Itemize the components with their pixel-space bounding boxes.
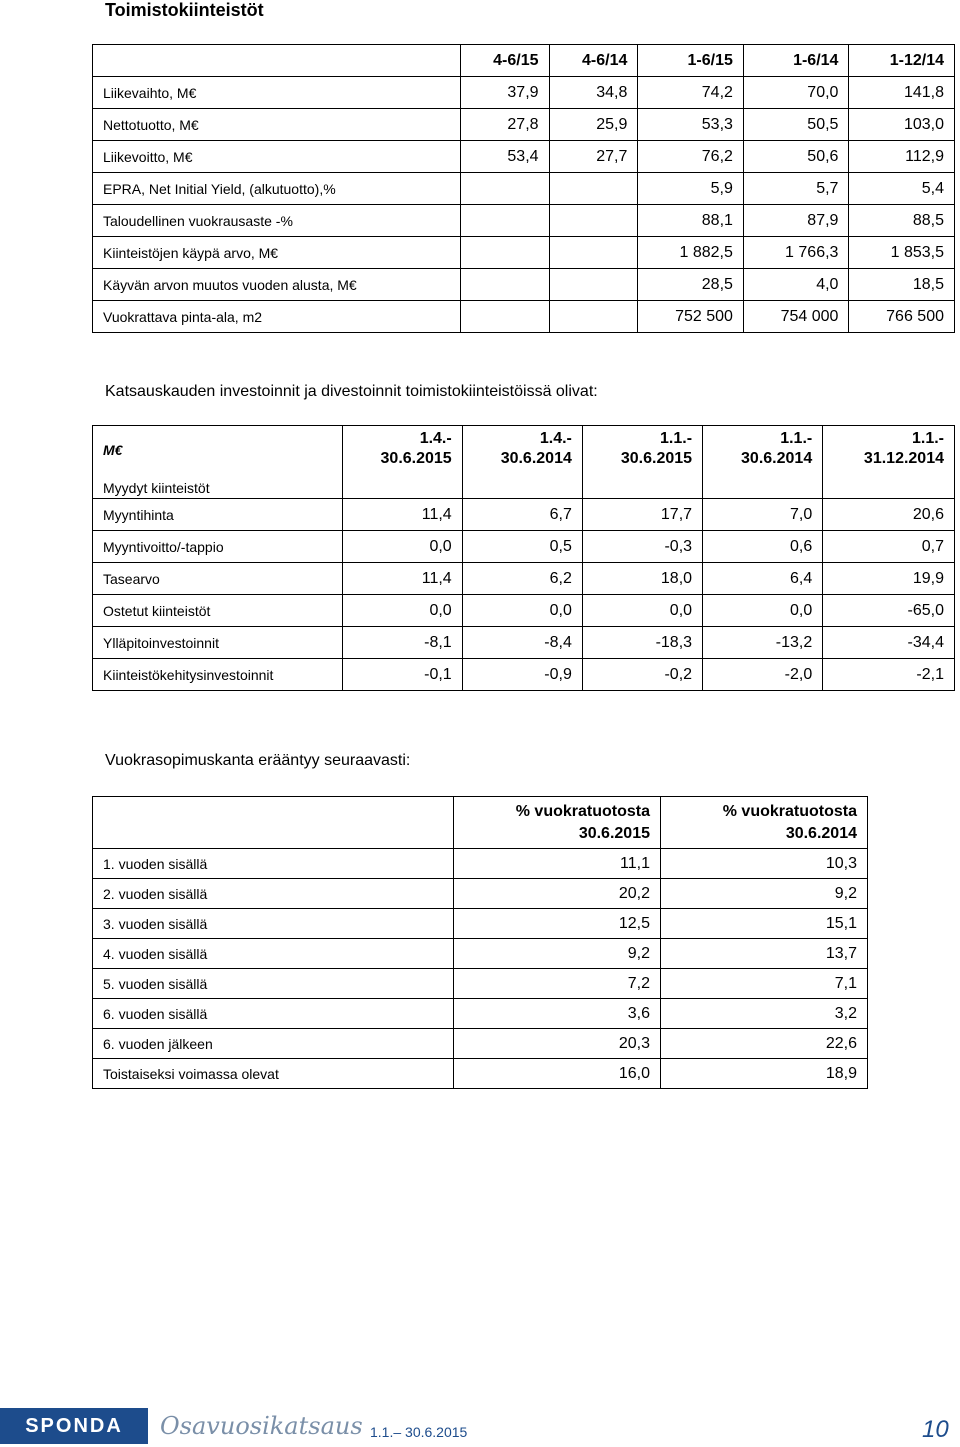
header-line1: % vuokratuotosta bbox=[722, 803, 857, 820]
table-row bbox=[93, 659, 955, 691]
lease-expiry-table bbox=[92, 796, 868, 1089]
header-line2: 30.6.2014 bbox=[500, 450, 572, 467]
cell-value: 53,4 bbox=[460, 141, 549, 173]
header-line1: % vuokratuotosta bbox=[515, 803, 650, 820]
cell-value: -13,2 bbox=[703, 627, 823, 659]
page-title: Toimistokiinteistöt bbox=[105, 0, 264, 20]
header-line2: 30.6.2015 bbox=[620, 450, 693, 467]
cell-value: 9,2 bbox=[661, 879, 868, 909]
table-row bbox=[93, 141, 955, 173]
cell-value bbox=[549, 237, 638, 269]
cell-value: 5,4 bbox=[849, 173, 955, 205]
table-row bbox=[93, 237, 955, 269]
cell-value: 19,9 bbox=[823, 563, 955, 595]
cell-value: 766 500 bbox=[849, 301, 955, 333]
cell-value: 50,6 bbox=[743, 141, 849, 173]
cell-value: -18,3 bbox=[582, 627, 702, 659]
cell-value bbox=[549, 269, 638, 301]
cell-value: 20,2 bbox=[454, 879, 661, 909]
cell-value: 22,6 bbox=[661, 1029, 868, 1059]
table1-col-header: 1-6/14 bbox=[743, 45, 849, 77]
cell-value: 27,8 bbox=[460, 109, 549, 141]
cell-value: 88,5 bbox=[849, 205, 955, 237]
table-row bbox=[93, 499, 955, 531]
table1-col-header: 1-12/14 bbox=[849, 45, 955, 77]
row-label: Liikevoitto, M€ bbox=[93, 141, 461, 173]
cell-value: 0,7 bbox=[823, 531, 955, 563]
table-row bbox=[93, 301, 955, 333]
table-row bbox=[93, 849, 868, 879]
cell-value: 1 882,5 bbox=[638, 237, 744, 269]
table-row bbox=[93, 999, 868, 1029]
header-line1: 1.1.- bbox=[911, 430, 944, 447]
cell-value: 18,9 bbox=[661, 1059, 868, 1089]
table-row bbox=[93, 563, 955, 595]
row-label: 1. vuoden sisällä bbox=[93, 849, 454, 879]
table1-col-header: 4-6/14 bbox=[549, 45, 638, 77]
cell-value: -0,1 bbox=[342, 659, 462, 691]
cell-value: 0,6 bbox=[703, 531, 823, 563]
cell-value: 70,0 bbox=[743, 77, 849, 109]
cell-value: 103,0 bbox=[849, 109, 955, 141]
cell-value: 34,8 bbox=[549, 77, 638, 109]
cell-value: 17,7 bbox=[582, 499, 702, 531]
cell-value: 5,9 bbox=[638, 173, 744, 205]
cell-value: 20,6 bbox=[823, 499, 955, 531]
cell-value: 1 853,5 bbox=[849, 237, 955, 269]
table-row bbox=[93, 205, 955, 237]
table-row bbox=[93, 269, 955, 301]
cell-value: 0,0 bbox=[582, 595, 702, 627]
row-label: Kiinteistökehitysinvestoinnit bbox=[93, 659, 343, 691]
table2-unit-label: M€ bbox=[103, 442, 123, 458]
table-row bbox=[93, 969, 868, 999]
row-label: Ylläpitoinvestoinnit bbox=[93, 627, 343, 659]
header-line2: 30.6.2014 bbox=[785, 825, 857, 842]
cell-value: -2,0 bbox=[703, 659, 823, 691]
cell-value: -2,1 bbox=[823, 659, 955, 691]
cell-value: 16,0 bbox=[454, 1059, 661, 1089]
table-row bbox=[93, 77, 955, 109]
cell-value: 3,6 bbox=[454, 999, 661, 1029]
cell-value: 5,7 bbox=[743, 173, 849, 205]
table-row bbox=[93, 939, 868, 969]
cell-value: 0,0 bbox=[462, 595, 582, 627]
cell-value: 3,2 bbox=[661, 999, 868, 1029]
cell-value bbox=[549, 173, 638, 205]
cell-value: 7,0 bbox=[703, 499, 823, 531]
cell-value: 754 000 bbox=[743, 301, 849, 333]
cell-value bbox=[460, 205, 549, 237]
row-label: Taloudellinen vuokrausaste -% bbox=[93, 205, 461, 237]
cell-value: 1 766,3 bbox=[743, 237, 849, 269]
table2-col-header bbox=[823, 426, 955, 499]
row-label: Kiinteistöjen käypä arvo, M€ bbox=[93, 237, 461, 269]
table2-sub-label: Myydyt kiinteistöt bbox=[103, 480, 210, 496]
table3-header-blank bbox=[93, 797, 454, 849]
cell-value: 50,5 bbox=[743, 109, 849, 141]
cell-value: 7,1 bbox=[661, 969, 868, 999]
cell-value bbox=[460, 269, 549, 301]
cell-value: 76,2 bbox=[638, 141, 744, 173]
cell-value bbox=[460, 237, 549, 269]
cell-value: 18,5 bbox=[849, 269, 955, 301]
table2-label-header bbox=[93, 426, 343, 499]
row-label: 6. vuoden jälkeen bbox=[93, 1029, 454, 1059]
cell-value: 0,5 bbox=[462, 531, 582, 563]
row-label: Nettotuotto, M€ bbox=[93, 109, 461, 141]
cell-value: 25,9 bbox=[549, 109, 638, 141]
cell-value: 6,7 bbox=[462, 499, 582, 531]
cell-value: 87,9 bbox=[743, 205, 849, 237]
table2-col-header bbox=[703, 426, 823, 499]
cell-value: 74,2 bbox=[638, 77, 744, 109]
row-label: 6. vuoden sisällä bbox=[93, 999, 454, 1029]
cell-value: -8,1 bbox=[342, 627, 462, 659]
header-line2: 30.6.2015 bbox=[578, 825, 650, 842]
cell-value: 28,5 bbox=[638, 269, 744, 301]
cell-value: 0,0 bbox=[342, 531, 462, 563]
table-row bbox=[93, 1029, 868, 1059]
cell-value: 27,7 bbox=[549, 141, 638, 173]
row-label: Liikevaihto, M€ bbox=[93, 77, 461, 109]
cell-value: 15,1 bbox=[661, 909, 868, 939]
row-label: Myyntihinta bbox=[93, 499, 343, 531]
cell-value: 752 500 bbox=[638, 301, 744, 333]
table3-col-header bbox=[661, 797, 868, 849]
cell-value: 6,2 bbox=[462, 563, 582, 595]
cell-value: 88,1 bbox=[638, 205, 744, 237]
investments-table bbox=[92, 425, 955, 691]
header-line2: 30.6.2015 bbox=[380, 450, 452, 467]
row-label: Myyntivoitto/-tappio bbox=[93, 531, 343, 563]
row-label: Käyvän arvon muutos vuoden alusta, M€ bbox=[93, 269, 461, 301]
footer bbox=[0, 1402, 960, 1447]
cell-value: 7,2 bbox=[454, 969, 661, 999]
table-row bbox=[93, 595, 955, 627]
header-line1: 1.1.- bbox=[660, 430, 693, 447]
cell-value: 10,3 bbox=[661, 849, 868, 879]
cell-value bbox=[460, 173, 549, 205]
cell-value bbox=[549, 301, 638, 333]
cell-value: -8,4 bbox=[462, 627, 582, 659]
cell-value: 18,0 bbox=[582, 563, 702, 595]
table1-col-header: 1-6/15 bbox=[638, 45, 744, 77]
row-label: Toistaiseksi voimassa olevat bbox=[93, 1059, 454, 1089]
row-label: EPRA, Net Initial Yield, (alkutuotto),% bbox=[93, 173, 461, 205]
row-label: Tasearvo bbox=[93, 563, 343, 595]
row-label: 2. vuoden sisällä bbox=[93, 879, 454, 909]
cell-value bbox=[549, 205, 638, 237]
cell-value: 13,7 bbox=[661, 939, 868, 969]
cell-value: 6,4 bbox=[703, 563, 823, 595]
table1-col-header: 4-6/15 bbox=[460, 45, 549, 77]
report-name: Osavuosikatsaus bbox=[160, 1412, 363, 1440]
header-line1: 1.1.- bbox=[780, 430, 813, 447]
table-row bbox=[93, 173, 955, 205]
row-label: Vuokrattava pinta-ala, m2 bbox=[93, 301, 461, 333]
cell-value: 12,5 bbox=[454, 909, 661, 939]
row-label: 4. vuoden sisällä bbox=[93, 939, 454, 969]
cell-value: 9,2 bbox=[454, 939, 661, 969]
header-line2: 30.6.2014 bbox=[741, 450, 813, 467]
key-figures-table bbox=[92, 44, 955, 333]
cell-value: 20,3 bbox=[454, 1029, 661, 1059]
table2-col-header bbox=[582, 426, 702, 499]
investments-heading: Katsauskauden investoinnit ja divestoinnit toimistokiinteistöissä olivat: bbox=[105, 383, 598, 400]
table2-col-header bbox=[342, 426, 462, 499]
header-line2: 31.12.2014 bbox=[863, 450, 944, 467]
header-line1: 1.4.- bbox=[539, 430, 572, 447]
cell-value: -0,3 bbox=[582, 531, 702, 563]
table-row bbox=[93, 1059, 868, 1089]
report-period: 1.1.– 30.6.2015 bbox=[370, 1424, 468, 1440]
table1-header-blank bbox=[93, 45, 277, 77]
cell-value: 11,4 bbox=[342, 499, 462, 531]
cell-value: 37,9 bbox=[460, 77, 549, 109]
table-row bbox=[93, 879, 868, 909]
row-label: Ostetut kiinteistöt bbox=[93, 595, 343, 627]
cell-value: 11,1 bbox=[454, 849, 661, 879]
row-label: 5. vuoden sisällä bbox=[93, 969, 454, 999]
cell-value: 11,4 bbox=[342, 563, 462, 595]
cell-value: 141,8 bbox=[849, 77, 955, 109]
cell-value: -0,9 bbox=[462, 659, 582, 691]
sponda-logo: SPONDA bbox=[0, 1408, 148, 1444]
cell-value: 4,0 bbox=[743, 269, 849, 301]
table3-col-header bbox=[454, 797, 661, 849]
row-label: 3. vuoden sisällä bbox=[93, 909, 454, 939]
cell-value: 0,0 bbox=[342, 595, 462, 627]
table-row bbox=[93, 109, 955, 141]
page-number: 10 bbox=[922, 1416, 949, 1443]
cell-value: 53,3 bbox=[638, 109, 744, 141]
table-row bbox=[93, 627, 955, 659]
header-line1: 1.4.- bbox=[419, 430, 452, 447]
table2-col-header bbox=[462, 426, 582, 499]
cell-value: 112,9 bbox=[849, 141, 955, 173]
cell-value: 0,0 bbox=[703, 595, 823, 627]
cell-value: -65,0 bbox=[823, 595, 955, 627]
table-row bbox=[93, 531, 955, 563]
lease-expiry-heading: Vuokrasopimuskanta erääntyy seuraavasti: bbox=[105, 752, 411, 769]
cell-value: -34,4 bbox=[823, 627, 955, 659]
cell-value: -0,2 bbox=[582, 659, 702, 691]
table-row bbox=[93, 909, 868, 939]
table1-header-blank2 bbox=[276, 45, 460, 77]
cell-value bbox=[460, 301, 549, 333]
